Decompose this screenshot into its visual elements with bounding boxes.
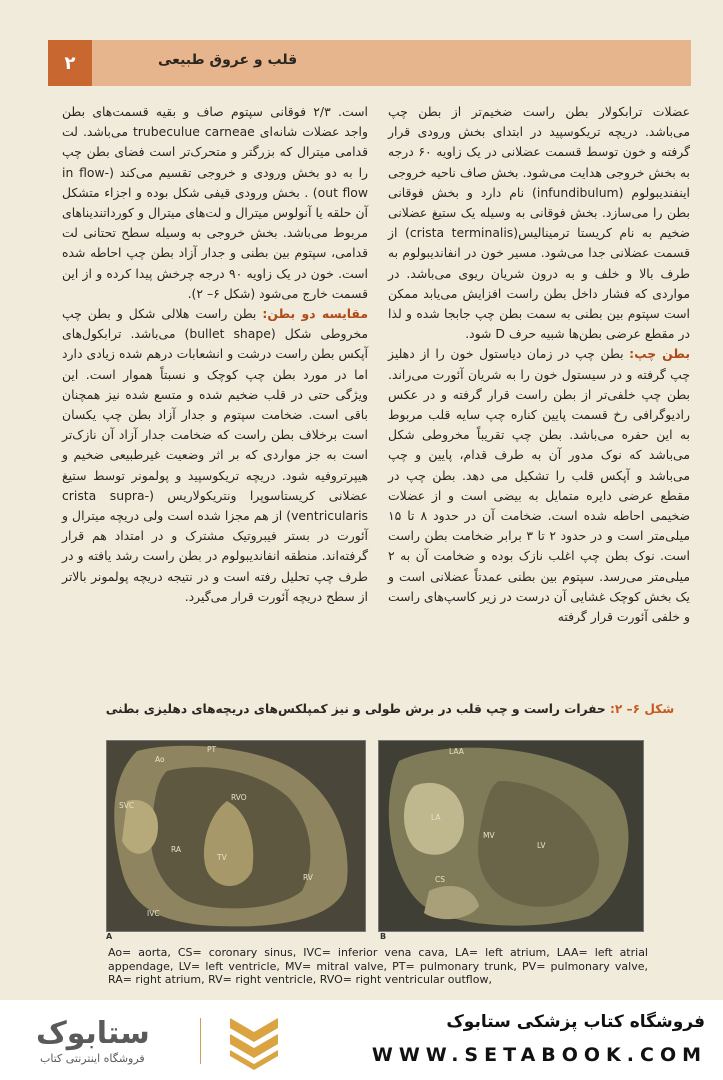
specimen-illustration-a [107, 741, 365, 931]
figure-abbreviations: Ao= aorta, CS= coronary sinus, IVC= inferior vena cava, LA= left atrium, LAA= left atrial appendage, LV= left ventricle, MV= mitral valve, PT= pulmonary trunk, PV= pulmonary valve, RA= right atrium, RV= right ventricle, RVO= right ventricular outflow, [108, 946, 648, 987]
label-tv: TV [217, 853, 227, 862]
text-column-left [62, 102, 368, 607]
label-rv: RV [303, 873, 313, 882]
chapter-number-box [48, 40, 92, 86]
label-pt: PT [207, 745, 217, 754]
label-rvo: RVO [231, 793, 247, 802]
label-ra: RA [171, 845, 182, 854]
paragraph: عضلات ترابکولار بطن راست ضخیم‌تر از بطن چپ می‌باشد. دریچه تریکوسپید در ابتدای بخش ورودی قرار گرفته و خون توسط قسمت عضلانی در یک زاویه ۶۰ درجه به بخش خروجی هدایت می‌شود. بخش صاف ناحیه خروجی اینفندیبولوم (infundibulum) نام دارد و بخش فوقانی بطن را می‌سازد. بخش فوقانی به وسیله یک ستیغ عضلانی ضخیم به نام کریستا ترمینالیس(crista terminalis) از قسمت عضلانی جدا می‌شود. مسیر خون در انفاندیبولوم به طرف بالا و خلف و به درون شریان ریوی می‌باشد. در مواردی که فشار داخل بطن راست افزایش می‌یابد ممکن است سپتوم بین بطنی به سمت بطن چپ جابجا شده و لذا در مقطع عرضی بطن‌ها شبیه حرف D شود. [388, 104, 690, 342]
label-laa: LAA [449, 747, 464, 756]
label-cs: CS [435, 875, 445, 884]
chapter-number: ۲ [64, 52, 76, 74]
paragraph [388, 344, 690, 627]
label-mv: MV [483, 831, 495, 840]
page-header [48, 40, 691, 86]
label-lv: LV [537, 841, 546, 850]
paragraph [62, 304, 368, 607]
paragraph-body: بطن چپ در زمان دیاستول خون را از دهلیز چپ گرفته و در سیستول خون را به شریان آئورت می‌راند. بطن چپ خلفی‌تر از بطن راست قرار گرفته و در عکس رادیوگرافی رخ قسمت پایین کناره چپ سایه قلب مربوط به این حفره می‌باشد. بطن چپ تقریباً مخروطی شکل می‌باشد که نوک مدور آن به طرف قدام، پایین و چپ می‌باشد و آپکس قلب را تشکیل می دهد. بطن چپ در مقطع عرضی دایره متمایل به بیضی است و از عضلات ضخیمی احاطه شده است. ضخامت آن در حدود ۸ تا ۱۵ میلی‌متر است و در حدود ۲ تا ۳ برابر ضخامت بطن راست است. نوک بطن چپ اغلب نازک بوده و ضخامت آن به ۲ میلی‌متر می‌رسد. سپتوم بین بطنی عمدتاً عضلانی است و یک بخش کوچک غشایی آن درست در زیر کاسپ‌های راست و خلفی آئورت قرار گرفته [388, 346, 690, 625]
store-banner [0, 1000, 723, 1080]
logo-divider [200, 1018, 201, 1064]
heart-specimen-photo-a [106, 740, 366, 932]
specimen-illustration-b [379, 741, 643, 931]
heart-specimen-photo-b [378, 740, 644, 932]
brand-logo-text: ستابوک [36, 1016, 150, 1051]
panel-letter-a: A [106, 932, 113, 941]
brand-logo-subtitle: فروشگاه اینترنتی کتاب [40, 1052, 145, 1065]
label-la: LA [431, 813, 441, 822]
section-heading-ventricle-comparison: مقایسه دو بطن: [262, 306, 368, 322]
store-website[interactable]: WWW.SETABOOK.COM [371, 1044, 707, 1066]
figure-caption [80, 702, 700, 716]
panel-letter-b: B [380, 932, 387, 941]
label-ivc: IVC [147, 909, 160, 918]
figure-caption-text: حفرات راست و چپ قلب در برش طولی و نیز کمپلکس‌های دریچه‌های دهلیزی بطنی [105, 702, 610, 716]
chapter-title: قلب و عروق طبیعی [158, 52, 298, 68]
paragraph-body: بطن راست هلالی شکل و بطن چپ مخروطی شکل (bullet shape) می‌باشد. ترابکول‌های آپکس بطن راست درشت و انشعابات درهم شده زیادی دارد اما در مورد بطن چپ کوچک و نسبتاً هموار است. این ویژگی حتی در قلب ضخیم شده و متسع شده نیز همچنان باقی است. ضخامت سپتوم و جدار آزاد بطن چپ یکسان است برخلاف بطن راست که ضخامت جدار آزاد آن نازک‌تر است به جز مواردی که بر اثر وضعیت غیرطبیعی ضخیم و هیپرتروفیه شود. دریچه تریکوسپید و پولمونر توسط ستیغ عضلانی کریستاسوپرا ونتریکولاریس (crista supra-ventricularis) از هم مجزا شده است ولی دریچه میترال و آئورت در بستر فیبروتیک مشترک و در امتداد هم قرار گرفته‌اند. منطقه انفاندیبولوم در بطن راست رشد یافته و در طرف چپ تحلیل رفته است و در نتیجه دریچه پولمونر بالاتر از سطح دریچه آئورت قرار می‌گیرد. [62, 306, 369, 604]
section-heading-left-ventricle: بطن چپ: [629, 346, 690, 362]
label-svc: SVC [119, 801, 135, 810]
paragraph: است. ۲/۳ فوقانی سپتوم صاف و بقیه قسمت‌های بطن واجد عضلات شانه‌ای trubeculue carneae می‌باشد. لت قدامی میترال که بزرگتر و متحرک‌تر است فضای بطن چپ را به دو بخش ورودی و خروجی تقسیم می‌کند (in flow-out flow) . بخش ورودی قیفی شکل بوده و اجزاء متشکل آن حلقه یا آنولوس میترال و لت‌های میترال و کورداتندیناهای مربوط می‌باشد. بخش خروجی به وسیله سطح تحتانی لت قدامی، سپتوم بین بطنی و جدار آزاد بطن چپ احاطه شده است. خون در یک زاویه ۹۰ درجه چرخش پیدا کرده و از این قسمت خارج می‌شود (شکل ۶– ۲). [62, 104, 368, 301]
store-name: فروشگاه کتاب پزشکی ستابوک [446, 1012, 705, 1032]
chevron-logo-icon [228, 1012, 280, 1070]
figure-number: شکل ۶– ۲: [609, 702, 675, 716]
label-ao: Ao [155, 755, 165, 764]
text-column-right [388, 102, 690, 627]
